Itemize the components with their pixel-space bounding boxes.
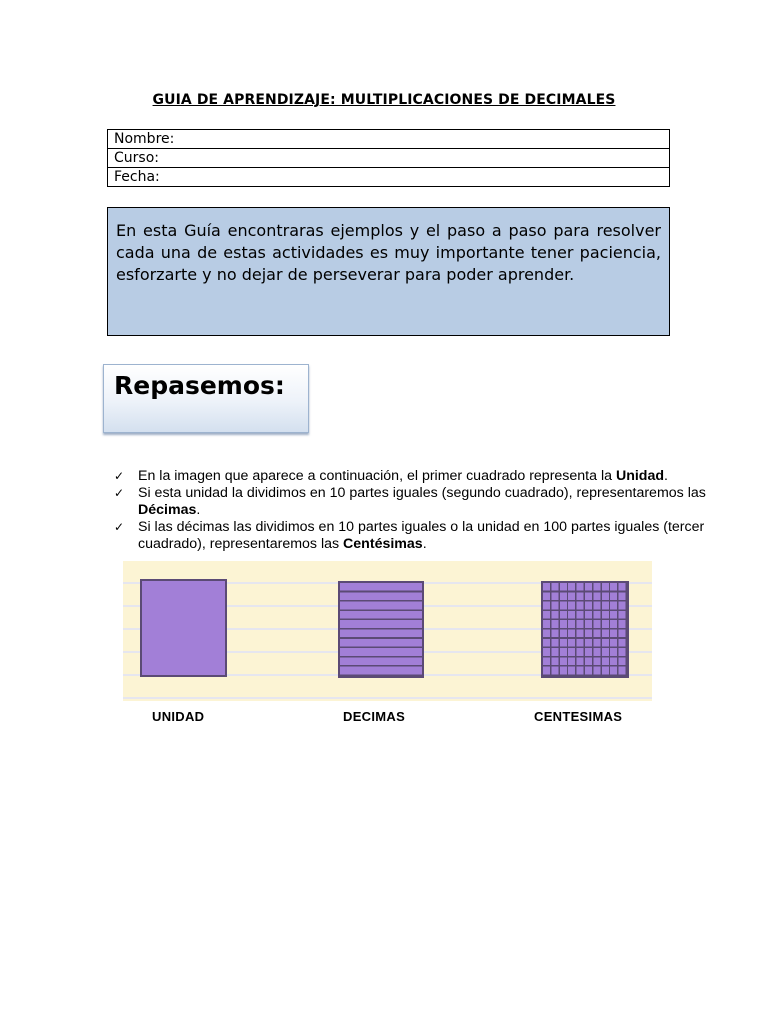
- bullet-bold-term: Unidad: [615, 468, 665, 484]
- section-heading-box: [103, 364, 309, 433]
- info-row-fecha: [108, 168, 670, 187]
- bullet-end: .: [196, 502, 201, 518]
- curso-field[interactable]: Curso:: [108, 149, 670, 168]
- document-title: GUIA DE APRENDIZAJE: MULTIPLICACIONES DE DECIMALES: [152, 92, 616, 108]
- info-row-nombre: [108, 130, 670, 149]
- hundredths-square: [541, 581, 629, 678]
- bullet-item: [114, 519, 734, 553]
- tenths-label: DECIMAS: [343, 709, 406, 724]
- check-mark-icon: ✓: [114, 520, 125, 534]
- check-mark-icon: ✓: [114, 486, 125, 500]
- bullet-text: En la imagen que aparece a continuación, el primer cuadrado representa la: [138, 468, 616, 484]
- tenths-square: [338, 581, 424, 678]
- bullet-bold-term: Centésimas: [343, 536, 423, 552]
- bullet-end: .: [422, 536, 427, 552]
- fecha-field[interactable]: Fecha:: [108, 168, 670, 187]
- concept-bullet-list: [114, 468, 734, 553]
- student-info-table: [107, 129, 670, 187]
- decimal-squares-figure: [123, 561, 652, 701]
- nombre-field[interactable]: Nombre:: [108, 130, 670, 149]
- bullet-text: Si las décimas las dividimos en 10 partes iguales o la unidad en 100 partes iguales (tercer cuadrado), representaremos las: [138, 519, 705, 552]
- info-row-curso: [108, 149, 670, 168]
- bullet-text: Si esta unidad la dividimos en 10 partes iguales (segundo cuadrado), representaremos las: [138, 485, 706, 501]
- section-heading: Repasemos:: [114, 371, 285, 400]
- unit-square: [140, 579, 227, 677]
- bullet-item: [114, 485, 734, 519]
- bullet-item: [114, 468, 734, 485]
- check-mark-icon: ✓: [114, 469, 125, 483]
- unit-label: UNIDAD: [152, 709, 205, 724]
- bullet-bold-term: Décimas: [138, 502, 197, 518]
- hundredths-label: CENTESIMAS: [534, 709, 623, 724]
- intro-text-box: En esta Guía encontraras ejemplos y el paso a paso para resolver cada una de estas actividades es muy importante tener paciencia, esforzarte y no dejar de perseverar para poder aprender.: [107, 207, 670, 336]
- bullet-end: .: [664, 468, 668, 484]
